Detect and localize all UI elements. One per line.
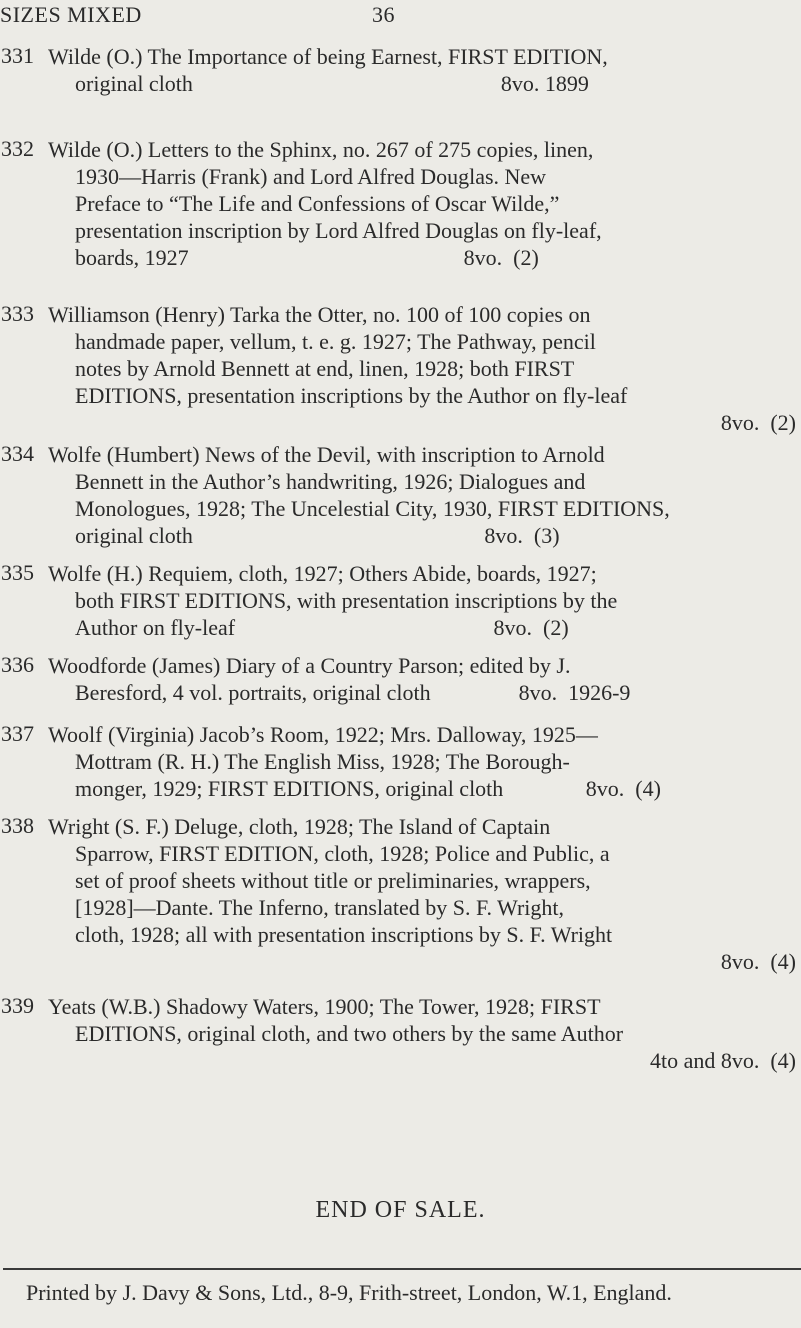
description-line: Sparrow, FIRST EDITION, cloth, 1928; Police and Public, a	[75, 841, 610, 866]
description-line: handmade paper, vellum, t. e. g. 1927; The Pathway, pencil	[75, 329, 596, 354]
description-line: original cloth 8vo. (3)	[75, 523, 560, 548]
description-line: set of proof sheets without title or preliminaries, wrappers,	[75, 868, 591, 893]
description-line: monger, 1929; FIRST EDITIONS, original cloth 8vo. (4)	[75, 776, 661, 801]
lot-number: 337	[1, 721, 34, 746]
description-line: [1928]—Dante. The Inferno, translated by S. F. Wright,	[75, 895, 564, 920]
description-line: cloth, 1928; all with presentation inscriptions by S. F. Wright	[75, 922, 613, 947]
lot-number: 338	[1, 813, 34, 838]
description-line: Wright (S. F.) Deluge, cloth, 1928; The Island of Captain	[48, 814, 551, 839]
description-line: Wilde (O.) Letters to the Sphinx, no. 267 of 275 copies, linen,	[48, 137, 594, 162]
divider-rule	[3, 1268, 801, 1270]
description-line: Wolfe (H.) Requiem, cloth, 1927; Others Abide, boards, 1927;	[48, 561, 597, 586]
lot-description	[48, 441, 800, 549]
description-line: both FIRST EDITIONS, with presentation inscriptions by the	[75, 588, 618, 613]
lot-description	[48, 301, 800, 436]
lot-description	[48, 993, 800, 1074]
lot-number: 339	[1, 993, 34, 1018]
printer-footer: Printed by J. Davy & Sons, Ltd., 8-9, Frith-street, London, W.1, England.	[26, 1280, 672, 1305]
page-number: 36	[372, 2, 395, 27]
description-line: original cloth 8vo. 1899	[75, 71, 589, 96]
description-line: Preface to “The Life and Confessions of Oscar Wilde,”	[75, 191, 560, 216]
lot-description	[48, 721, 800, 802]
description-line: Bennett in the Author’s handwriting, 1926; Dialogues and	[75, 469, 586, 494]
description-line: EDITIONS, presentation inscriptions by the Author on fly-leaf	[75, 383, 628, 408]
description-line: presentation inscription by Lord Alfred Douglas on fly-leaf,	[75, 218, 602, 243]
description-line: boards, 1927 8vo. (2)	[75, 245, 539, 270]
description-line: Wolfe (Humbert) News of the Devil, with inscription to Arnold	[48, 442, 605, 467]
description-line: Author on fly-leaf 8vo. (2)	[75, 615, 569, 640]
lot-number: 336	[1, 652, 34, 677]
lot-number: 335	[1, 560, 34, 585]
description-line: Woodforde (James) Diary of a Country Parson; edited by J.	[48, 653, 571, 678]
page-header	[0, 2, 801, 32]
description-line: Wilde (O.) The Importance of being Earnest, FIRST EDITION,	[48, 44, 608, 69]
description-line: Williamson (Henry) Tarka the Otter, no. 100 of 100 copies on	[48, 302, 591, 327]
description-line: Monologues, 1928; The Uncelestial City, 1930, FIRST EDITIONS,	[75, 496, 670, 521]
lot-number: 334	[1, 441, 34, 466]
description-line: 8vo. (4)	[720, 949, 796, 974]
lot-number: 333	[1, 301, 34, 326]
lot-description	[48, 136, 800, 271]
description-line: 1930—Harris (Frank) and Lord Alfred Douglas. New	[75, 164, 547, 189]
lot-description	[48, 652, 800, 706]
lot-description	[48, 43, 800, 97]
lot-description	[48, 813, 800, 975]
lot-description	[48, 560, 800, 641]
description-line: Yeats (W.B.) Shadowy Waters, 1900; The Tower, 1928; FIRST	[48, 994, 601, 1019]
lot-number: 331	[1, 43, 34, 68]
description-line: notes by Arnold Bennett at end, linen, 1928; both FIRST	[75, 356, 575, 381]
section-heading: SIZES MIXED	[0, 2, 142, 27]
lot-number: 332	[1, 136, 34, 161]
description-line: 8vo. (2)	[720, 410, 796, 435]
description-line: 4to and 8vo. (4)	[649, 1048, 796, 1073]
description-line: Woolf (Virginia) Jacob’s Room, 1922; Mrs. Dalloway, 1925—	[48, 722, 598, 747]
description-line: EDITIONS, original cloth, and two others by the same Author	[75, 1021, 624, 1046]
description-line: Mottram (R. H.) The English Miss, 1928; The Borough-	[75, 749, 570, 774]
end-of-sale: END OF SALE.	[315, 1197, 486, 1223]
description-line: Beresford, 4 vol. portraits, original cloth 8vo. 1926-9	[75, 680, 631, 705]
